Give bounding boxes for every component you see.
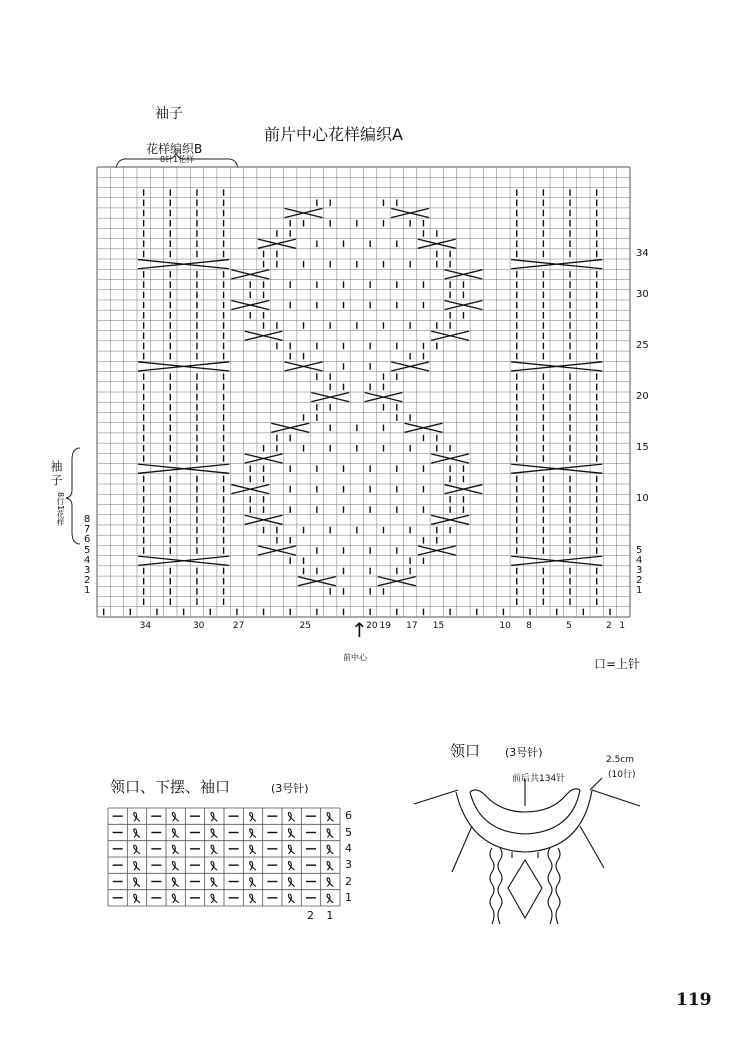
sleeve-row-number: 7 [84,524,91,536]
column-number-label: 25 [299,621,311,631]
twisted-knit-symbol [250,845,256,854]
column-number-label: 8 [526,621,532,631]
rib-row-number: 5 [345,825,352,839]
rib-chart-title: 领口、下摆、袖口 [110,778,231,796]
row-number-label: 5 [636,544,643,556]
page-number: 119 [676,990,712,1010]
sleeve-row-number: 6 [84,534,91,546]
neckline-stitch-note: 前后共134针 [512,774,566,784]
row-number-label: 15 [636,442,649,454]
twisted-knit-symbol [211,813,217,822]
twisted-knit-symbol [172,894,178,903]
neckline-title: 领口 [450,742,481,760]
twisted-knit-symbol [327,813,333,822]
column-number-label: 15 [432,621,445,631]
twisted-knit-symbol [288,845,294,854]
column-number-label: 17 [406,621,418,631]
row-number-label: 25 [636,339,649,351]
rib-chart-needle: (3号针) [271,782,309,795]
pattern-b-label: 花样编织B [146,142,203,156]
rib-col-number: 2 [307,909,314,922]
sleeve-row-number: 2 [84,575,91,587]
twisted-knit-symbol [172,878,178,887]
row-number-label: 10 [636,493,649,505]
twisted-knit-symbol [134,845,140,854]
chart-a-title: 前片中心花样编织A [264,125,403,144]
row-number-label: 34 [636,247,649,259]
twisted-knit-symbol [327,862,333,871]
twisted-knit-symbol [134,894,140,903]
sleeve-title: 袖子 [155,106,183,122]
column-number-label: 5 [566,621,572,631]
column-number-label: 2 [606,621,612,631]
twisted-knit-symbol [211,878,217,887]
rib-row-number: 6 [345,809,352,823]
twisted-knit-symbol [134,878,140,887]
twisted-knit-symbol [250,878,256,887]
row-number-label: 3 [636,564,643,576]
row-number-label: 20 [636,391,649,403]
neckline-width-note: 2.5cm [606,755,635,765]
row-number-label: 30 [636,288,649,300]
column-number-label: 27 [232,621,245,631]
row-number-label: 1 [636,585,643,597]
sleeve-row-number: 3 [84,564,91,576]
twisted-knit-symbol [211,862,217,871]
twisted-knit-symbol [288,813,294,822]
twisted-knit-symbol [327,894,333,903]
sleeve-row-number: 8 [84,513,91,525]
twisted-knit-symbol [288,878,294,887]
twisted-knit-symbol [250,813,256,822]
neckline-needle: (3号针) [505,746,543,759]
twisted-knit-symbol [250,894,256,903]
twisted-knit-symbol [327,845,333,854]
sleeve-side-note: 8行1花样 [56,492,65,527]
twisted-knit-symbol [327,829,333,838]
column-number-label: 10 [499,621,511,631]
twisted-knit-symbol [172,845,178,854]
twisted-knit-symbol [327,878,333,887]
pattern-b-note: 8针1花样 [160,155,195,164]
twisted-knit-symbol [134,862,140,871]
neckline-rows-note: (10行) [608,770,636,780]
twisted-knit-symbol [288,829,294,838]
column-number-label: 30 [192,621,205,631]
rib-row-number: 4 [345,841,352,855]
twisted-knit-symbol [211,829,217,838]
column-number-label: 19 [379,621,391,631]
twisted-knit-symbol [134,813,140,822]
twisted-knit-symbol [172,862,178,871]
sleeve-side-label: 袖子 [49,460,63,488]
twisted-knit-symbol [172,813,178,822]
twisted-knit-symbol [288,894,294,903]
rib-col-number: 1 [326,909,334,922]
twisted-knit-symbol [250,862,256,871]
twisted-knit-symbol [134,829,140,838]
rib-row-number: 3 [345,858,352,872]
column-number-label: 20 [366,621,378,631]
sleeve-row-number: 4 [84,554,91,566]
twisted-knit-symbol [288,862,294,871]
rib-row-number: 2 [345,874,352,888]
twisted-knit-symbol [172,829,178,838]
row-number-label: 4 [636,554,643,566]
legend: 口=上针 [594,657,641,671]
front-center-label: 前中心 [343,653,367,662]
front-center-arrow: ↑ [351,618,368,642]
rib-row-number: 1 [345,890,352,904]
twisted-knit-symbol [211,845,217,854]
column-number-label: 1 [619,621,626,631]
sleeve-row-number: 1 [84,585,91,597]
twisted-knit-symbol [250,829,256,838]
column-number-label: 34 [139,621,152,631]
sleeve-row-number: 5 [84,544,91,556]
row-number-label: 2 [636,575,643,587]
twisted-knit-symbol [211,894,217,903]
